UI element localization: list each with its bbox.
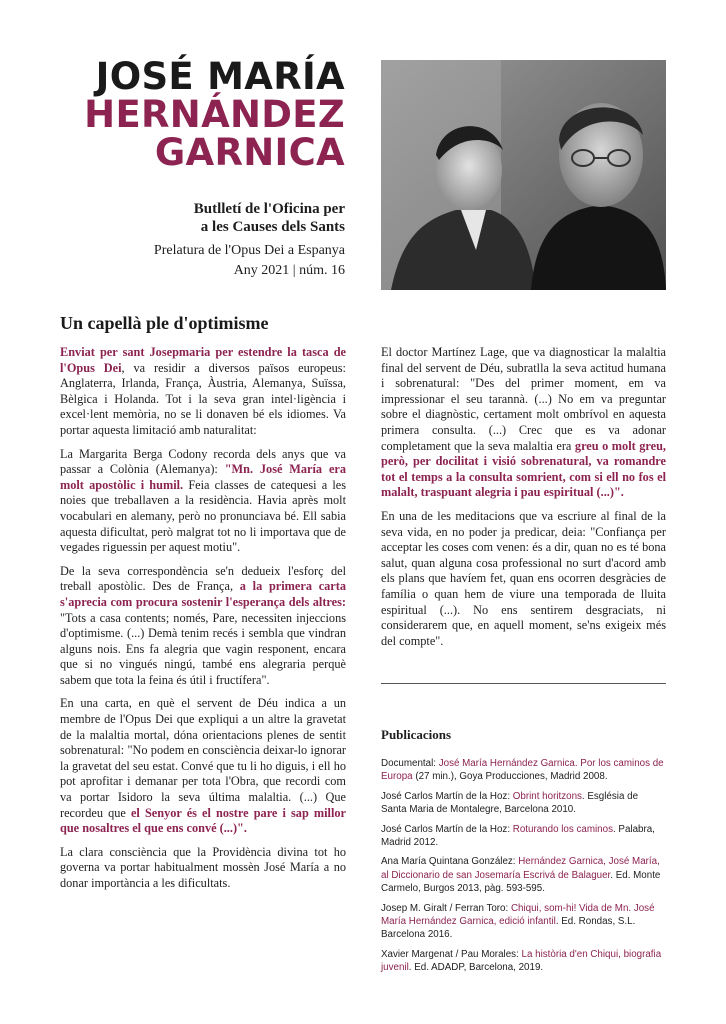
paragraph-5 xyxy=(60,845,346,892)
publication-title-link[interactable]: La història d'en Chiqui, biografia juvenil xyxy=(381,948,662,974)
publication-details: . Ed. Rondas, S.L. Barcelona 2016. xyxy=(381,916,636,941)
publication-author: José Carlos Martín de la Hoz: xyxy=(381,823,513,835)
article-heading: Un capellà ple d'optimisme xyxy=(60,313,269,333)
publication-details: . Ed. ADADP, Barcelona, 2019. xyxy=(408,962,544,974)
publication-author: Documental: xyxy=(381,758,439,769)
body-text: En una carta, en què el servent de Déu indica a un membre de l'Opus Dei que expliqui a un altre la gravetat de la malaltia mortal, dóna orientacions plenes de sentit sobrenatural: "No podem en consciència deixar-lo ignorar la gravetat del seu estat. Convé que tu li ho diguis, i ell ho pot aprofitar i demanar per tota l'Obra, que recordi com va portar Isidoro la seva última malaltia. (...) Que recordeu que xyxy=(60,696,346,820)
publications-heading: Publicacions xyxy=(381,727,452,742)
portrait-photo-image xyxy=(381,60,666,290)
paragraph-2 xyxy=(60,447,346,556)
prelature-line: Prelatura de l'Opus Dei a Espanya xyxy=(153,243,345,258)
publication-title-link[interactable]: Roturando los caminos xyxy=(512,823,613,835)
publication-item xyxy=(381,902,666,942)
title-line-2: HERNÁNDEZ xyxy=(84,93,345,136)
paragraph-6 xyxy=(381,345,666,501)
highlight-text: Enviat per sant Josepmaria per estendre la tasca de l'Opus Dei xyxy=(60,345,346,375)
highlight-text: "Mn. José María era molt apostòlic i humil. xyxy=(60,462,347,492)
bulletin-info xyxy=(154,200,345,280)
paragraph-7 xyxy=(381,509,666,649)
publication-title-link[interactable]: Obrint horitzons xyxy=(512,790,582,802)
highlight-text: a la primera carta s'aprecia com procura sostenir l'esperança dels altres: xyxy=(60,579,347,609)
publication-details: (27 min.), Goya Producciones, Madrid 2008. xyxy=(412,771,608,783)
publication-title-link[interactable]: José María Hernández Garnica. Por los caminos de Europa xyxy=(381,758,664,783)
publications-list xyxy=(381,757,666,981)
year-issue: Any 2021 | núm. 16 xyxy=(233,263,345,278)
bulletin-line-1: Butlletí de l'Oficina per xyxy=(193,201,345,217)
article-right-column xyxy=(381,345,666,657)
publication-details: . Església de Santa Maria de Montalegre, Barcelona 2010. xyxy=(381,790,639,816)
publication-item xyxy=(381,948,666,975)
body-text: La Margarita Berga Codony recorda dels anys que va passar a Colònia (Alemanya): xyxy=(60,446,346,477)
body-text: De la seva correspondència se'n dedueix l'esforç del treball apostòlic. Des de França, xyxy=(60,563,346,594)
body-text: "Tots a casa contents; només, Pare, necessiten injeccions d'optimisme. (...) Demà tenim recés i sembla que vindran alguns nois. Ens fa alegria que vagin responent, encara que si no vingués ningú, també ens alegraria perquè sabem que tota la feina és útil i fructífera". xyxy=(60,610,346,687)
section-divider xyxy=(381,683,666,684)
publication-item xyxy=(381,855,666,895)
publication-author: Xavier Margenat / Pau Morales: xyxy=(381,948,522,960)
paragraph-1 xyxy=(60,345,346,439)
paragraph-3 xyxy=(60,564,346,689)
paragraph-4 xyxy=(60,696,346,836)
publication-item xyxy=(381,757,666,784)
publication-item xyxy=(381,790,666,817)
highlight-text: el Senyor és el nostre pare i sap millor que nosaltres el que ens convé (...)". xyxy=(60,805,346,836)
publication-author: Ana María Quintana González: xyxy=(381,856,519,868)
body-text: En una de les meditacions que va escriure al final de la seva vida, en no poder ja predicar, deia: "Confiança per acceptar les coses com venen: és a dir, quan no es té bona salut, quan alguna cosa professional no surt d'acord amb els plans que havíem fet, quan ens ocorren desgràcies de família o quan hem de viure una temporada de lluita espiritual (...). No ens sentirem desgraciats, ni considerarem que, en aquell moment, se'ns exigeix més del compte". xyxy=(381,508,666,648)
body-text: La clara consciència que la Providència divina tot ho governa va portar habitualment mossèn José María a no donar importància a les dificultats. xyxy=(60,844,346,890)
body-text: El doctor Martínez Lage, que va diagnosticar la malaltia final del servent de Déu, subratlla la seva actitud humana i sobrenatural: "Des del primer moment, em va impressionar el seu tarannà. (...) No em va preguntar sobre el diagnòstic, certament molt ombrívol en aquesta primera consulta. (...) Crec que es va adonar completament que la seva malaltia era xyxy=(381,345,666,453)
publication-title-link[interactable]: Chiqui, som-hi! Vida de Mn. José María Hernández Garnica, edició infantil xyxy=(381,902,655,928)
document-title xyxy=(84,55,345,174)
highlight-text: greu o molt greu, però, per docilitat i visió sobrenatural, va romandre tot el temps a la consulta somrient, com si ell no fos el malalt, traspuant alegria i pau espiritual (...)". xyxy=(381,438,666,500)
publication-details: . Palabra, Madrid 2012. xyxy=(381,823,655,849)
publication-details: . Ed. Monte Carmelo, Burgos 2013, pàg. 593-595. xyxy=(381,869,661,895)
body-text: , va residir a diversos països europeus: Anglaterra, Irlanda, França, Àustria, Alemanya, Suïssa, Bèlgica i Holanda. Tot i la seva gran intel·ligència i excel·lent memòria, no se li donaven bé els idiomes. Va portar aquesta limitació amb naturalitat: xyxy=(60,360,346,437)
article-left-column xyxy=(60,345,346,900)
publication-author: Josep M. Giralt / Ferran Toro: xyxy=(381,902,511,914)
publication-author: José Carlos Martín de la Hoz: xyxy=(381,790,513,802)
body-text: Feia classes de catequesi a les noies que treballaven a la residència. Havia après molt vocabulari en alemany, però no pronunciava bé. Ell sabia aquesta dificultat, però malgrat tot no li importava que de vegades riguessin per aquest motiu". xyxy=(60,477,346,555)
publication-title-link[interactable]: Hernández Garnica, José María, al Diccionario de san Josemaría Escrivá de Balaguer xyxy=(381,856,660,881)
publication-item xyxy=(381,823,666,850)
bulletin-line-2: a les Causes dels Sants xyxy=(200,219,345,235)
portrait-photo xyxy=(381,60,666,290)
title-line-3: GARNICA xyxy=(154,131,345,174)
title-line-1: JOSÉ MARÍA xyxy=(95,55,345,98)
